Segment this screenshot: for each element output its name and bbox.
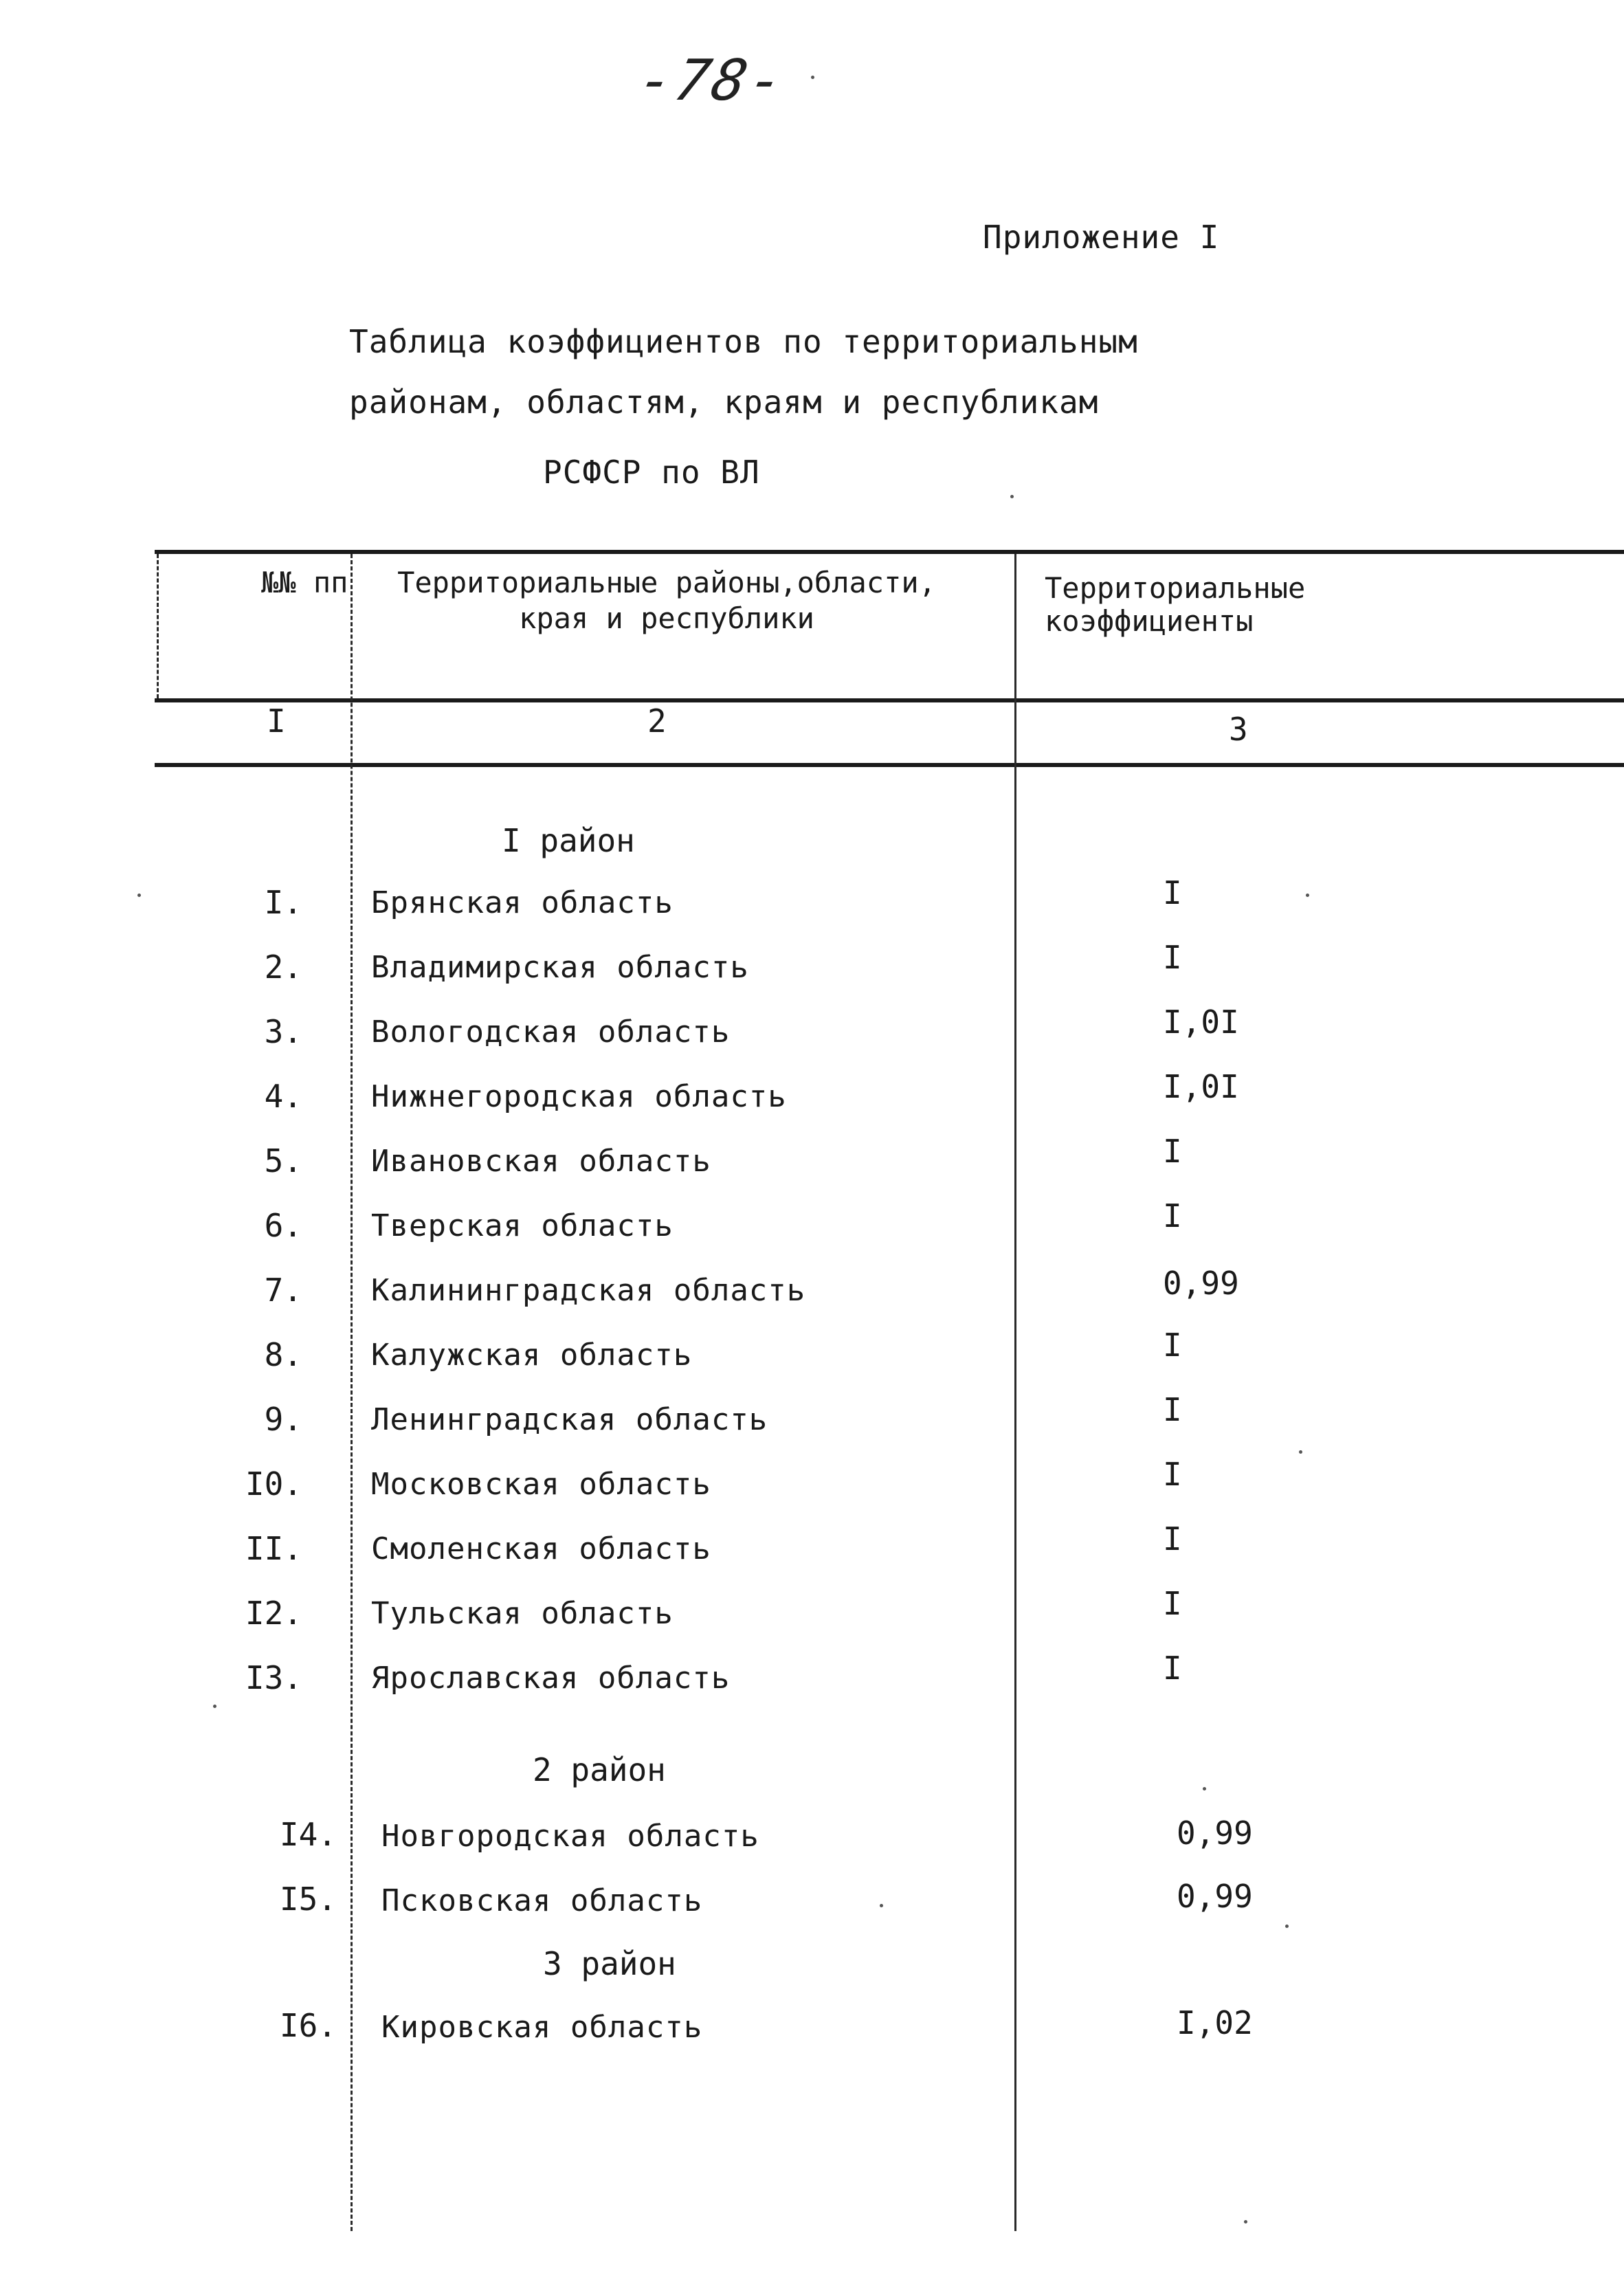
district-title: 2 район: [533, 1751, 666, 1788]
table-top-rule: [155, 550, 1624, 554]
row-region-name: Калужская область: [371, 1338, 693, 1373]
header-num: №№ пп: [261, 566, 348, 599]
row-region-name: Новгородская область: [381, 1819, 759, 1854]
appendix-label: Приложение I: [983, 219, 1220, 256]
scan-speck: [880, 1904, 883, 1907]
row-number: 2.: [264, 949, 302, 986]
row-coefficient: I: [1163, 874, 1182, 911]
table-title-line-1: Таблица коэффициентов по территориальным: [349, 323, 1138, 360]
row-number: I4.: [279, 1816, 337, 1853]
row-coefficient: I,0I: [1163, 1068, 1239, 1105]
column-number-2: 2: [647, 702, 667, 740]
row-coefficient: I: [1163, 1650, 1182, 1687]
scan-speck: [1285, 1925, 1289, 1928]
row-number: 7.: [264, 1272, 302, 1309]
row-number: 6.: [264, 1207, 302, 1244]
row-number: I6.: [279, 2007, 337, 2044]
row-region-name: Брянская область: [371, 885, 674, 920]
row-region-name: Смоленская область: [371, 1531, 711, 1566]
column-divider-1: [351, 554, 353, 2231]
row-coefficient: I: [1163, 1585, 1182, 1622]
row-coefficient: I: [1163, 1327, 1182, 1364]
column-number-1: I: [267, 702, 286, 740]
row-region-name: Калининградская область: [371, 1273, 806, 1308]
row-number: I.: [264, 884, 302, 921]
table-title-line-2: районам, областям, краям и республикам: [349, 384, 1099, 421]
row-coefficient: I,0I: [1163, 1004, 1239, 1041]
scan-speck: [1010, 495, 1014, 498]
row-number: 9.: [264, 1401, 302, 1438]
row-region-name: Вологодская область: [371, 1014, 731, 1050]
table-title-line-3: РСФСР по ВЛ: [543, 454, 760, 491]
scan-speck: [213, 1705, 216, 1708]
column-number-3: 3: [1229, 711, 1248, 748]
row-coefficient: I: [1163, 1520, 1182, 1557]
page-number: -78-: [632, 48, 793, 113]
row-region-name: Московская область: [371, 1467, 711, 1502]
table-header-rule: [155, 698, 1624, 702]
scan-speck: [811, 76, 814, 79]
scan-speck: [1299, 1450, 1302, 1454]
row-number: II.: [245, 1530, 302, 1567]
row-coefficient: I,02: [1177, 2004, 1253, 2041]
column-divider-2: [1014, 554, 1016, 2231]
row-coefficient: I: [1163, 1197, 1182, 1234]
row-region-name: Псковская область: [381, 1883, 703, 1918]
row-region-name: Владимирская область: [371, 950, 749, 985]
row-number: 8.: [264, 1336, 302, 1373]
scan-speck: [1306, 894, 1309, 897]
row-number: I5.: [279, 1881, 337, 1918]
row-coefficient: 0,99: [1177, 1815, 1253, 1852]
row-number: I2.: [245, 1595, 302, 1632]
table-left-border: [157, 554, 159, 698]
row-number: 3.: [264, 1013, 302, 1050]
row-coefficient: 0,99: [1163, 1265, 1239, 1302]
scan-speck: [1203, 1787, 1206, 1790]
row-number: I3.: [245, 1659, 302, 1696]
row-region-name: Ярославская область: [371, 1661, 731, 1696]
scan-speck: [137, 894, 141, 897]
row-coefficient: I: [1163, 1133, 1182, 1170]
row-coefficient: I: [1163, 1456, 1182, 1493]
row-coefficient: I: [1163, 939, 1182, 976]
row-coefficient: I: [1163, 1391, 1182, 1428]
row-region-name: Нижнегородская область: [371, 1079, 787, 1114]
row-region-name: Ленинградская область: [371, 1402, 768, 1437]
district-title: I район: [502, 822, 635, 859]
header-name: Территориальные районы,области, края и республики: [397, 566, 936, 635]
row-number: I0.: [245, 1465, 302, 1503]
row-region-name: Ивановская область: [371, 1144, 711, 1179]
row-number: 4.: [264, 1078, 302, 1115]
district-title: 3 район: [543, 1945, 676, 1982]
row-region-name: Кировская область: [381, 2010, 703, 2045]
row-region-name: Тульская область: [371, 1596, 674, 1631]
row-coefficient: 0,99: [1177, 1878, 1253, 1915]
row-number: 5.: [264, 1142, 302, 1179]
row-region-name: Тверская область: [371, 1208, 674, 1243]
scan-speck: [1244, 2220, 1247, 2224]
header-coef: Территориальные коэффициенты: [1045, 571, 1306, 638]
table-colnum-rule: [155, 763, 1624, 767]
